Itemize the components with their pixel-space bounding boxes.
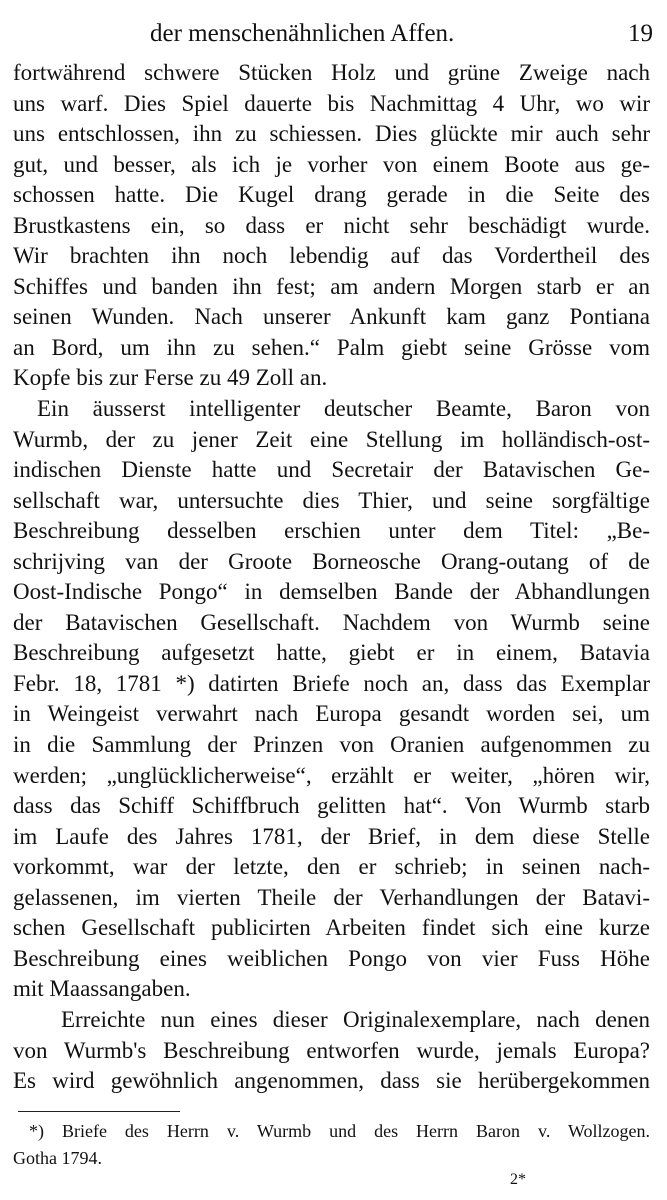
text-line: werden; „unglücklicherweise“, erzählt er weiter, „hören wir, (13, 762, 650, 788)
text-line: Beschreibung eines weiblichen Pongo von vier Fuss Höhe (13, 945, 650, 971)
text-line: Brustkastens ein, so dass er nicht sehr beschädigt wurde. (13, 212, 650, 238)
paragraph-start-line: Ein äusserst intelligenter deutscher Beamte, Baron von (37, 396, 650, 422)
signature-mark: 2* (510, 1171, 526, 1188)
running-header (0, 14, 667, 54)
body-text (13, 58, 650, 1097)
text-line: der Batavischen Gesellschaft. Nachdem von Wurmb seine (13, 609, 650, 635)
paragraph-end-line: mit Maassangaben. (13, 976, 191, 1002)
text-line: in die Sammlung der Prinzen von Oranien aufgenommen zu (13, 732, 650, 758)
text-line: an Bord, um ihn zu sehen.“ Palm giebt seine Grösse vom (13, 334, 650, 360)
text-line: Beschreibung aufgesetzt hatte, giebt er in einem, Batavia (13, 640, 650, 666)
text-line: im Laufe des Jahres 1781, der Brief, in dem diese Stelle (13, 823, 650, 849)
footnote-line: *) Briefe des Herrn v. Wurmb und des Herrn Baron v. Wollzogen. (29, 1121, 650, 1141)
footnote-line: Gotha 1794. (13, 1148, 102, 1168)
text-line: sellschaft war, untersuchte dies Thier, und seine sorgfältige (13, 487, 650, 513)
paragraph-end-line: Kopfe bis zur Ferse zu 49 Zoll an. (13, 365, 328, 391)
text-line: fortwährend schwere Stücken Holz und grüne Zweige nach (13, 60, 650, 85)
text-line: schrijving van der Groote Borneosche Orang-outang of de (13, 548, 650, 574)
text-line: in Weingeist verwahrt nach Europa gesandt worden sei, um (13, 701, 650, 727)
paragraph-start-line: Erreichte nun eines dieser Originalexemplare, nach denen (61, 1006, 650, 1032)
page-number: 19 (628, 20, 653, 47)
text-line: von Wurmb's Beschreibung entworfen wurde, jemals Europa? (13, 1037, 650, 1063)
text-line: Febr. 18, 1781 *) datirten Briefe noch an, dass das Exemplar (13, 670, 650, 696)
text-line: Es wird gewöhnlich angenommen, dass sie herübergekommen (13, 1068, 650, 1094)
text-line: uns warf. Dies Spiel dauerte bis Nachmittag 4 Uhr, wo wir (13, 90, 650, 116)
running-head-title: der menschenähnlichen Affen. (150, 20, 455, 47)
text-line: dass das Schiff Schiffbruch gelitten hat“. Von Wurmb starb (13, 793, 650, 819)
text-line: gelassenen, im vierten Theile der Verhandlungen der Batavi- (13, 884, 650, 910)
text-line: indischen Dienste hatte und Secretair der Batavischen Ge- (13, 457, 650, 483)
text-line: Oost-Indische Pongo“ in demselben Bande der Abhandlungen (13, 579, 650, 605)
text-line: seinen Wunden. Nach unserer Ankunft kam ganz Pontiana (13, 304, 650, 330)
text-line: Schiffes und banden ihn fest; am andern Morgen starb er an (13, 273, 650, 299)
text-line: vorkommt, war der letzte, den er schrieb; in seinen nach- (13, 854, 650, 880)
text-line: schen Gesellschaft publicirten Arbeiten findet sich eine kurze (13, 915, 650, 941)
text-line: uns entschlossen, ihn zu schiessen. Dies glückte mir auch sehr (13, 121, 650, 147)
footnote (13, 1118, 650, 1172)
text-line: Beschreibung desselben erschien unter dem Titel: „Be- (13, 518, 650, 544)
text-line: Wir brachten ihn noch lebendig auf das Vordertheil des (13, 243, 650, 269)
text-line: Wurmb, der zu jener Zeit eine Stellung im holländisch-ost- (13, 426, 650, 452)
text-line: gut, und besser, als ich je vorher von einem Boote aus ge- (13, 151, 650, 177)
footnote-divider (18, 1111, 180, 1112)
text-line: schossen hatte. Die Kugel drang gerade in die Seite des (13, 182, 650, 208)
